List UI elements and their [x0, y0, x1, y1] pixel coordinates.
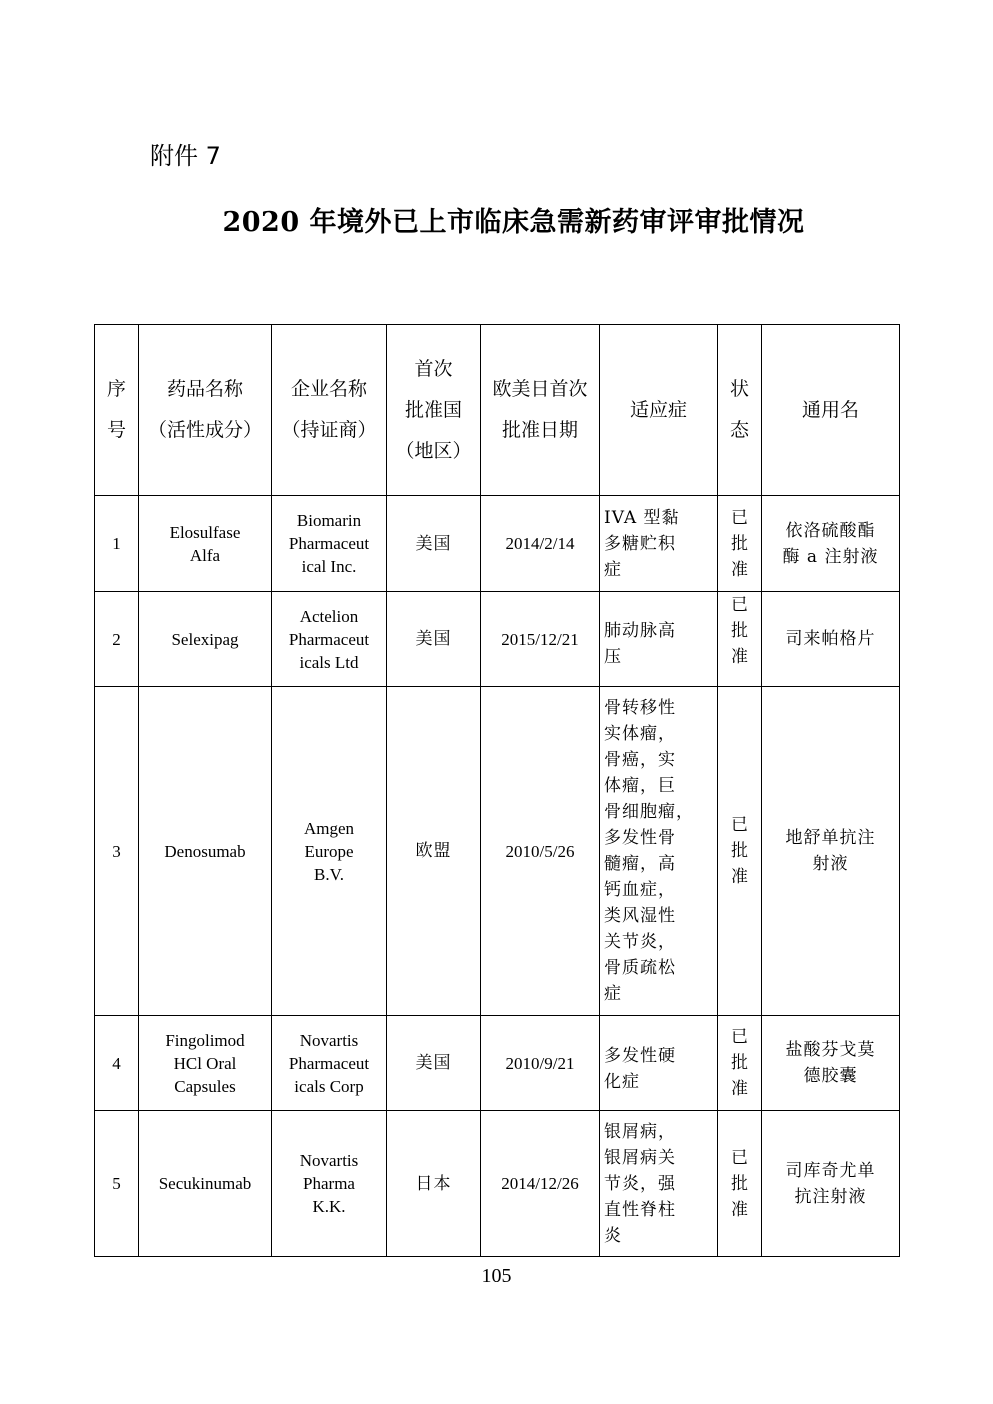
cell-number: 5 — [95, 1111, 139, 1257]
cell-status — [718, 592, 762, 687]
cell-drug-name: Elosulfase Alfa — [139, 496, 272, 592]
cell-generic-name: 司来帕格片 — [762, 592, 900, 687]
cell-indication: 肺动脉高 压 — [600, 592, 718, 687]
attachment-label: 附件 7 — [150, 142, 221, 170]
cell-company: Actelion Pharmaceut icals Ltd — [272, 592, 387, 687]
column-header: 通用名 — [762, 325, 900, 496]
cell-indication: 银屑病， 银屑病关 节炎，强 直性脊柱 炎 — [600, 1111, 718, 1257]
cell-company: Novartis Pharma K.K. — [272, 1111, 387, 1257]
cell-country: 美国 — [387, 1016, 481, 1111]
cell-drug-name: Fingolimod HCl Oral Capsules — [139, 1016, 272, 1111]
column-header: 药品名称 （活性成分） — [139, 325, 272, 496]
table-header-row — [95, 325, 900, 496]
cell-generic-name: 依洛硫酸酯 酶 a 注射液 — [762, 496, 900, 592]
cell-status — [718, 496, 762, 592]
cell-approval-date: 2010/9/21 — [481, 1016, 600, 1111]
status-char: 批 — [731, 841, 748, 861]
column-header: 企业名称 （持证商） — [272, 325, 387, 496]
cell-drug-name: Denosumab — [139, 687, 272, 1016]
column-header: 欧美日首次 批准日期 — [481, 325, 600, 496]
table-row — [95, 1016, 900, 1111]
cell-country: 美国 — [387, 496, 481, 592]
status-char: 准 — [731, 1079, 748, 1099]
status-char: 批 — [731, 1053, 748, 1073]
status-char: 已 — [731, 1027, 748, 1047]
cell-number: 3 — [95, 687, 139, 1016]
cell-approval-date: 2010/5/26 — [481, 687, 600, 1016]
column-header: 状 态 — [718, 325, 762, 496]
cell-number: 4 — [95, 1016, 139, 1111]
column-header: 序 号 — [95, 325, 139, 496]
cell-number: 1 — [95, 496, 139, 592]
cell-number: 2 — [95, 592, 139, 687]
status-char: 已 — [731, 507, 748, 528]
drug-approval-table — [94, 324, 900, 1257]
cell-approval-date: 2014/2/14 — [481, 496, 600, 592]
status-char: 准 — [731, 867, 748, 887]
table-row — [95, 496, 900, 592]
cell-company: Biomarin Pharmaceut ical Inc. — [272, 496, 387, 592]
cell-drug-name: Secukinumab — [139, 1111, 272, 1257]
table-row — [95, 1111, 900, 1257]
cell-indication: 骨转移性 实体瘤， 骨癌，实 体瘤，巨 骨细胞瘤， 多发性骨 髓瘤，高 钙血症， 类风湿性 关节炎， 骨质疏松 症 — [600, 687, 718, 1016]
page-number: 105 — [481, 1265, 512, 1287]
cell-indication: 多发性硬 化症 — [600, 1016, 718, 1111]
status-char: 批 — [731, 1173, 748, 1194]
page-title: 2020 年境外已上市临床急需新药审评审批情况 — [222, 207, 805, 238]
status-char: 批 — [731, 533, 748, 554]
cell-status — [718, 1016, 762, 1111]
table-row — [95, 687, 900, 1016]
cell-generic-name: 地舒单抗注 射液 — [762, 687, 900, 1016]
status-char: 批 — [731, 621, 748, 641]
status-char: 已 — [731, 595, 748, 615]
cell-status — [718, 687, 762, 1016]
table-row — [95, 592, 900, 687]
cell-generic-name: 司库奇尤单 抗注射液 — [762, 1111, 900, 1257]
column-header: 首次 批准国 （地区） — [387, 325, 481, 496]
status-char: 准 — [731, 647, 748, 667]
cell-indication: IVA 型黏 多糖贮积 症 — [600, 496, 718, 592]
cell-country: 日本 — [387, 1111, 481, 1257]
cell-approval-date: 2014/12/26 — [481, 1111, 600, 1257]
cell-drug-name: Selexipag — [139, 592, 272, 687]
cell-approval-date: 2015/12/21 — [481, 592, 600, 687]
cell-status — [718, 1111, 762, 1257]
cell-company: Novartis Pharmaceut icals Corp — [272, 1016, 387, 1111]
status-char: 准 — [731, 559, 748, 580]
column-header: 适应症 — [600, 325, 718, 496]
status-char: 已 — [731, 1147, 748, 1168]
status-char: 已 — [731, 815, 748, 835]
cell-country: 欧盟 — [387, 687, 481, 1016]
cell-company: Amgen Europe B.V. — [272, 687, 387, 1016]
status-char: 准 — [731, 1199, 748, 1220]
cell-generic-name: 盐酸芬戈莫 德胶囊 — [762, 1016, 900, 1111]
cell-country: 美国 — [387, 592, 481, 687]
